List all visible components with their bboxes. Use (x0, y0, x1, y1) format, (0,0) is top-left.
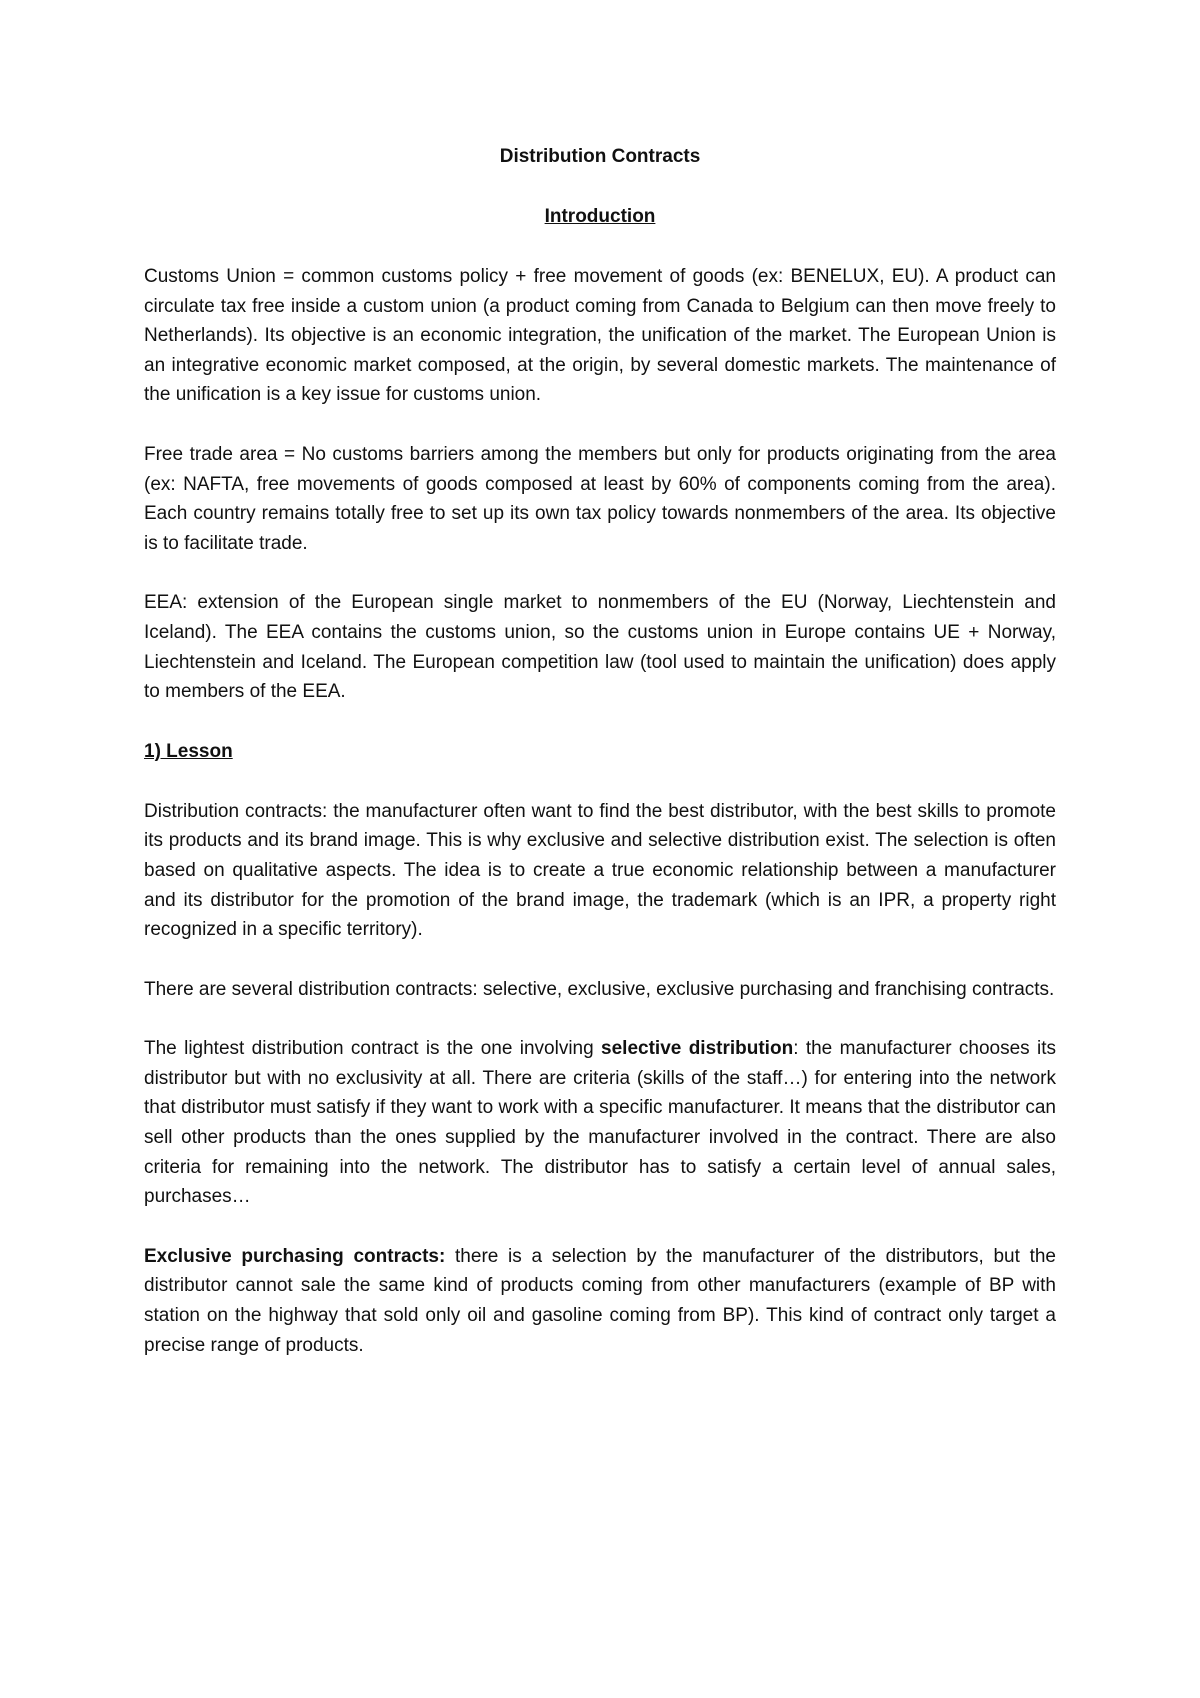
free-trade-area-paragraph: Free trade area = No customs barriers among the members but only for products originating from the area (ex: NAFTA, free movements of goods composed at least by 60% of components coming from the area). Each country remains totally free to set up its own tax policy towards nonmembers of the area. Its objective is to facilitate trade. (144, 443, 1056, 554)
selective-intro-text: The lightest distribution contract is the one involving (144, 1038, 602, 1060)
eea-paragraph: EEA: extension of the European single market to nonmembers of the EU (Norway, Liechtenstein and Iceland). The EEA contains the customs union, so the customs union in Europe contains UE + Norway, Liechtenstein and Iceland. The European competition law (tool used to maintain the unification) does apply to members of the EEA. (144, 592, 1056, 703)
document-body (144, 142, 1056, 1390)
distribution-contracts-paragraph: Distribution contracts: the manufacturer often want to find the best distributor, with the best skills to promote its products and its brand image. This is why exclusive and selective distribution exist. The selection is often based on qualitative aspects. The idea is to create a true economic relationship between a manufacturer and its distributor for the promotion of the brand image, the trademark (which is an IPR, a property right recognized in a specific territory). (144, 800, 1056, 941)
contract-types-paragraph: There are several distribution contracts: selective, exclusive, exclusive purchasing and franchising contracts. (144, 978, 1055, 1000)
exclusive-purchasing-term: Exclusive purchasing contracts: (144, 1245, 446, 1267)
customs-union-paragraph: Customs Union = common customs policy + free movement of goods (ex: BENELUX, EU). A product can circulate tax free inside a custom union (a product coming from Canada to Belgium can then move freely to Netherlands). Its objective is an economic integration, the unification of the market. The European Union is an integrative economic market composed, at the origin, by several domestic markets. The maintenance of the unification is a key issue for customs union. (144, 266, 1056, 406)
selective-description-text: : the manufacturer chooses its distributor but with no exclusivity at all. There are criteria (skills of the staff…) for entering into the network that distributor must satisfy if they want to work with a specific manufacturer. It means that the distributor can sell other products than the ones supplied by the manufacturer involved in the contract. There are also criteria for remaining into the network. The distributor has to satisfy a certain level of annual sales, purchases… (144, 1038, 1057, 1208)
exclusive-purchasing-text: there is a selection by the manufacturer of the distributors, but the distributor cannot sale the same kind of products coming from other manufacturers (example of BP with station on the highway that sold only oil and gasoline coming from BP). This kind of contract only target a precise range of products. (144, 1245, 1056, 1356)
document-title: Distribution Contracts (499, 146, 701, 167)
introduction-heading: Introduction (544, 206, 656, 227)
selective-distribution-term: selective distribution (601, 1038, 794, 1060)
exclusive-purchasing-paragraph (144, 1242, 1056, 1360)
selective-distribution-paragraph (144, 1034, 1056, 1212)
lesson-heading: 1) Lesson (144, 740, 233, 762)
